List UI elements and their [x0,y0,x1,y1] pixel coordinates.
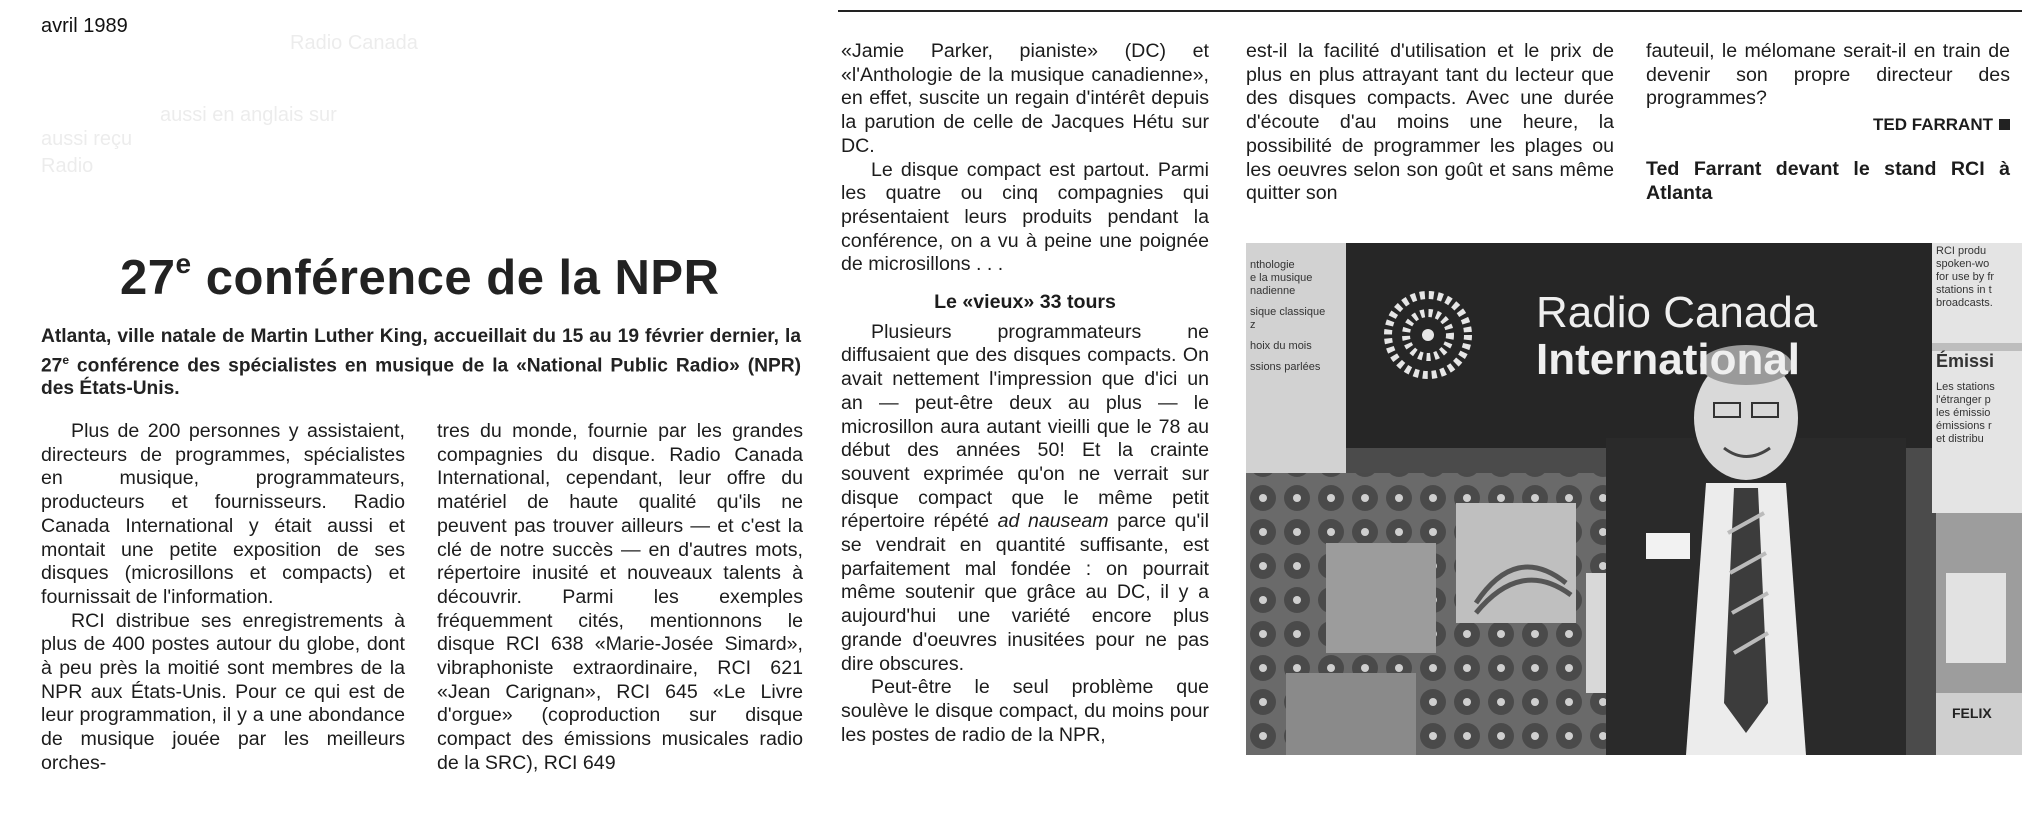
photo-caption: Ted Farrant devant le stand RCI à Atlanta [1646,157,2010,204]
paragraph: RCI distribue ses enregistrements à plus de 400 postes autour du globe, dont à peu près la moitié sont membres de la NPR aux États-Unis. Pour ce qui est de leur programmation, il y a une abondance de musique jouée par les meilleurs orches- [41,609,405,774]
article-column-3 [841,40,1209,747]
paragraph: «Jamie Parker, pianiste» (DC) et «l'Anthologie de la musique canadienne», en effet, suscite un regain d'intérêt depuis la parution de celle de Jacques Hétu sur DC. [841,40,1209,157]
banner-text-line1: Radio Canada [1536,288,1818,337]
article-lead: Atlanta, ville natale de Martin Luther King, accueillait du 15 au 19 février dernier, la 27e conférence des spécialistes en musique de la «National Public Radio» (NPR) des États-Unis. [41,326,801,400]
paragraph: Le disque compact est partout. Parmi les quatre ou cinq compagnies qui présentaient leurs produits pendant la conférence, on a vu à peine une poignée de microsillons . . . [841,158,1209,276]
bleed-through-text: Radio Canada [290,32,418,54]
album-cover [1456,503,1576,623]
right-poster-text: Les stations l'étranger p les émissio émissions r et distribu [1936,381,1995,445]
paragraph: est-il la facilité d'utilisation et le prix de plus en plus attrayant tant du lecteur que des disques compacts. Avec une durée d'écoute d'au moins une heure, la possibilité de programmer les plages ou les oeuvres selon son goût et sans même quitter son [1246,40,1614,205]
photo-rci-stand [1246,243,2022,755]
banner-text-line2: International [1536,335,1801,384]
paragraph: Plus de 200 personnes y assistaient, directeurs de programmes, spécialistes en musique, programmateurs, producteurs et fournisseurs. Radio Canada International y était aussi et montait une petite exposition de ses disques (microsillons et compacts) et fournissait de l'information. [41,420,405,608]
top-rule [838,10,2022,12]
article-column-2 [437,420,803,776]
paragraph: Plusieurs programmateurs ne diffusaient que des disques compacts. On avait nettement l'impression que d'ici un an — peut-être deux au plus — le microsillon aura autant vieilli que le 78 au début des années 50! Et la crainte souvent exprimée qu'on ne verrait sur disque compact que le même petit répertoire répété ad nauseam parce qu'il se vendrait en quantité suffisante, est parfaitement mal fondée : on pourrait même soutenir que grâce au DC, il y a aujourd'hui une variété encore plus grande d'oeuvres inusitées pour ne pas dire obscures. [841,320,1209,675]
author-byline: TED FARRANT [1646,113,2010,137]
article-column-4 [1246,40,1614,206]
article-title: 27e conférence de la NPR [120,247,720,305]
end-mark [1999,119,2010,130]
bleed-through-text: Radio [41,155,94,177]
record-label-text: FELIX [1952,705,1992,721]
paragraph: fauteuil, le mélomane serait-il en train de devenir son propre directeur des programmes? [1646,40,2010,110]
name-badge [1646,533,1690,559]
article-column-1 [41,420,405,776]
right-poster-heading: Émissi [1936,351,1995,371]
bleed-through-text: aussi reçu [41,128,133,150]
bleed-through-text: aussi en anglais sur [160,104,337,126]
paragraph: Peut-être le seul problème que soulève le disque compact, du moins pour les postes de radio de la NPR, [841,676,1209,746]
section-subheading: Le «vieux» 33 tours [934,291,1116,314]
album-cover [1326,543,1436,653]
paragraph: tres du monde, fournie par les grandes compagnies du disque. Radio Canada International, cependant, leur offre du matériel de haute qualité qu'ils ne peuvent pas trouver ailleurs — et c'est la clé de notre succès — en d'autres mots, répertoire inusité et nouveaux talents à découvrir. Parmi les exemples fréquemment cités, mentionnons le disque RCI 638 «Marie-Josée Simard», vibraphoniste extraordinaire, RCI 621 «Jean Carignan», RCI 645 «Le Livre d'orgue» (coproduction sur disque compact des émissions musicales radio de la SRC), RCI 649 [437,420,803,774]
right-poster-text: RCI produ spoken-wo for use by fr stations in t broadcasts. [1936,245,1995,309]
left-poster-text: nthologie e la musique nadienne sique classique z hoix du mois ssions parlées [1250,259,1326,373]
issue-date: avril 1989 [41,15,128,37]
article-column-5 [1646,40,2010,205]
